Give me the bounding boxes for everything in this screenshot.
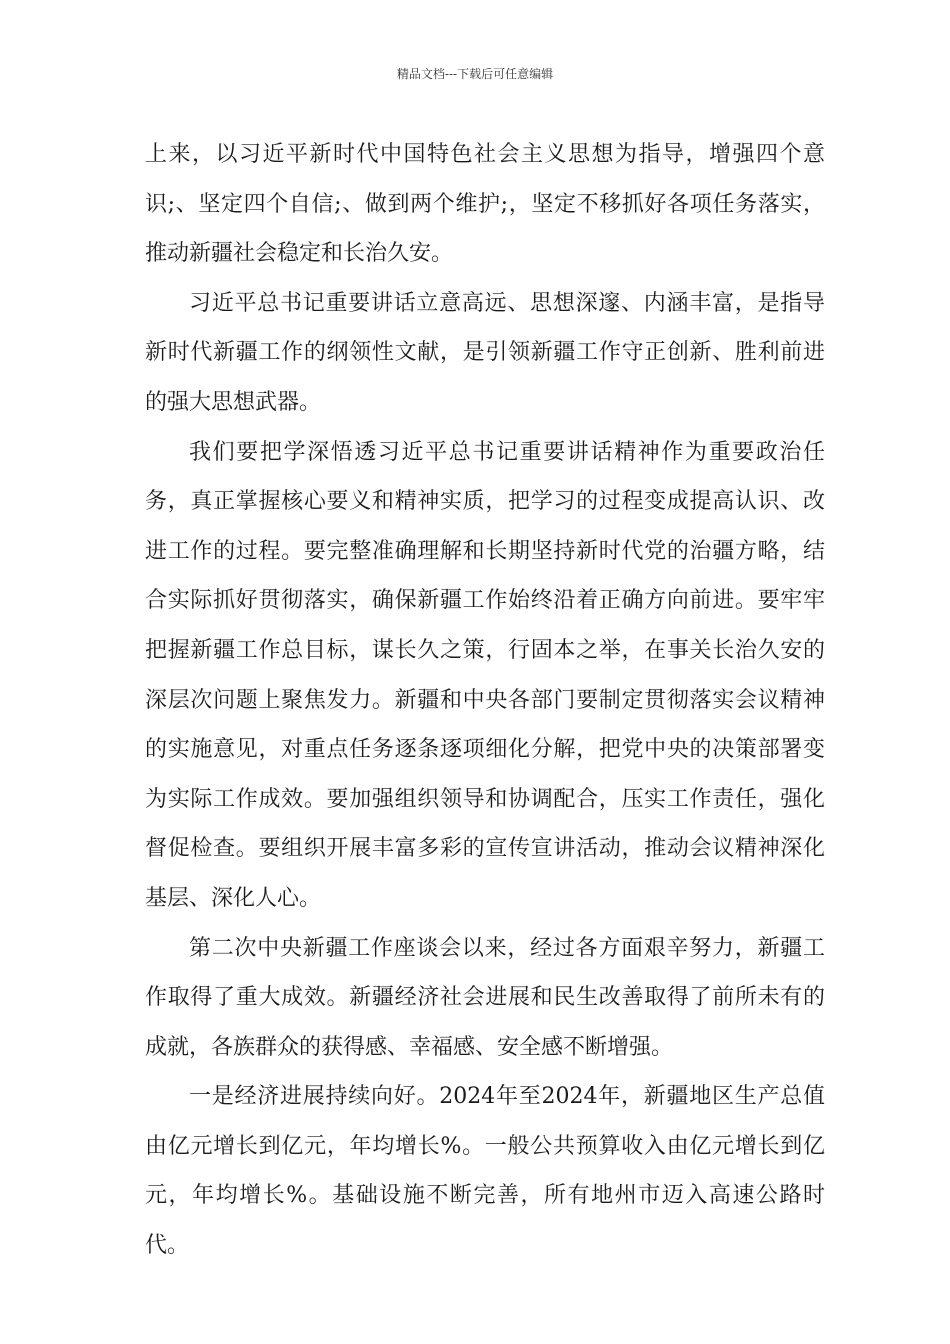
paragraph-4: 第二次中央新疆工作座谈会以来，经过各方面艰辛努力，新疆工作取得了重大成效。新疆经济社会进展和民生改善取得了前所未有的成就，各族群众的获得感、幸福感、安全感不断增强。 <box>145 935 825 1060</box>
paragraph-2: 习近平总书记重要讲话立意高远、思想深邃、内涵丰富，是指导新时代新疆工作的纲领性文献，是引领新疆工作守正创新、胜利前进的强大思想武器。 <box>145 290 825 415</box>
paragraph-3: 我们要把学深悟透习近平总书记重要讲话精神作为重要政治任务，真正掌握核心要义和精神实质，把学习的过程变成提高认识、改进工作的过程。要完整准确理解和长期坚持新时代党的治疆方略，结合实际抓好贯彻落实，确保新疆工作始终沿着正确方向前进。要牢牢把握新疆工作总目标，谋长久之策，行固本之举，在事关长治久安的深层次问题上聚焦发力。新疆和中央各部门要制定贯彻落实会议精神的实施意见，对重点任务逐条逐项细化分解，把党中央的决策部署变为实际工作成效。要加强组织领导和协调配合，压实工作责任，强化督促检查。要组织开展丰富多彩的宣传宣讲活动，推动会议精神深化基层、深化人心。 <box>145 439 825 911</box>
paragraph-5: 一是经济进展持续向好。2024年至2024年，新疆地区生产总值由亿元增长到亿元，年均增长%。一般公共预算收入由亿元增长到亿元，年均增长%。基础设施不断完善，所有地州市迈入高速公路时代。 <box>145 1084 825 1259</box>
paragraph-1: 上来，以习近平新时代中国特色社会主义思想为指导，增强四个意识;、坚定四个自信;、做到两个维护;，坚定不移抓好各项任务落实，推动新疆社会稳定和长治久安。 <box>145 142 825 267</box>
page-header: 精品文档---下载后可任意编辑 <box>396 67 554 81</box>
document-body <box>145 130 825 1271</box>
